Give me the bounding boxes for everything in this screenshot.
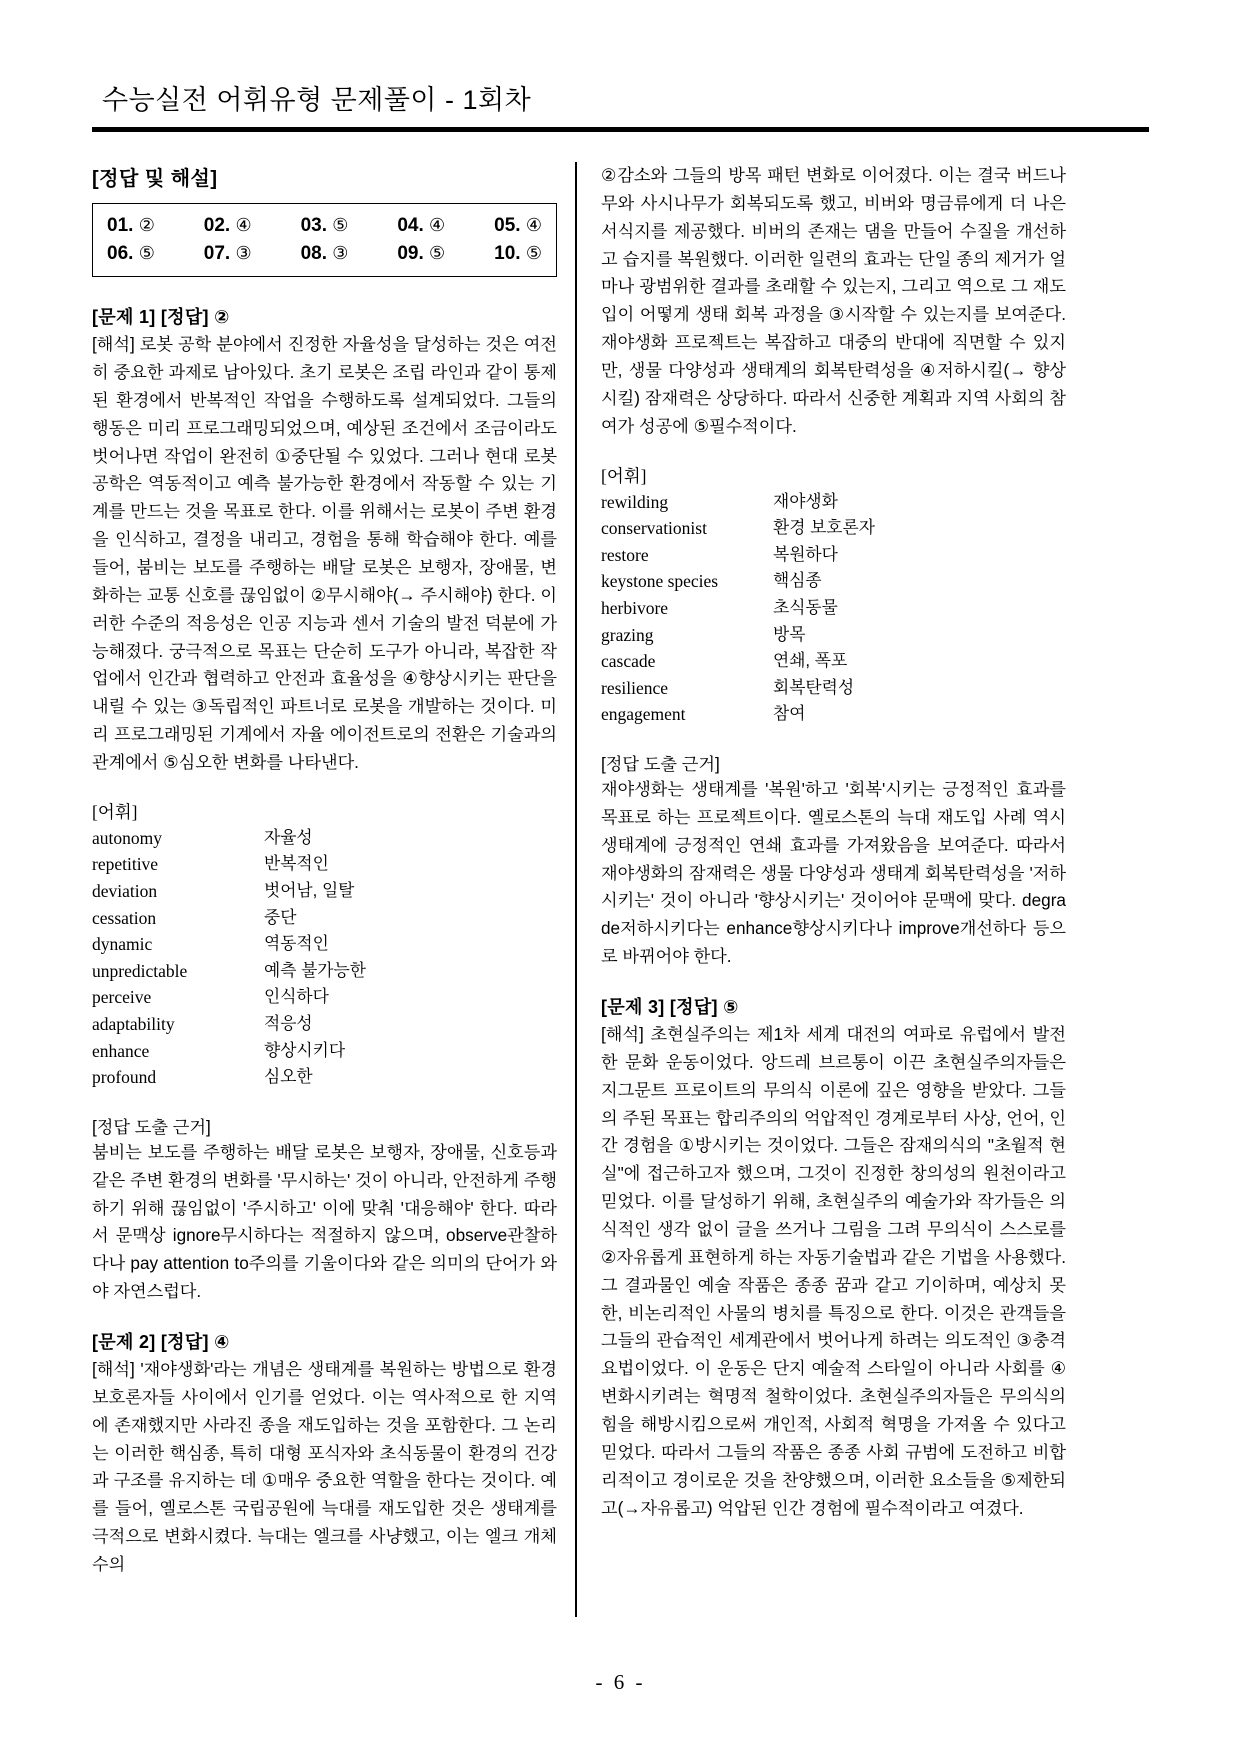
answer-number: 05. xyxy=(494,215,521,236)
vocab-row xyxy=(92,851,557,878)
vocab-term: grazing xyxy=(601,624,654,645)
answer-number: 07. xyxy=(203,242,231,264)
vocab-row xyxy=(601,489,1066,516)
answer-number: 08. xyxy=(300,242,327,264)
answer-choice: ④ xyxy=(429,215,446,236)
question-2-vocab-heading: [어휘] xyxy=(601,465,647,486)
question-3-explanation: [해석] 초현실주의는 제1차 세계 대전의 여파로 유럽에서 발전한 문화 운동이었다. 앙드레 브르통이 이끈 초현실주의자들은 지그문트 프로이트의 무의식 이론에 깊은 영향을 받았다. 그들의 주된 목표는 합리주의의 억압적인 경계로부터 사상, 언어, 인간 경험을 ①방시키는 것이었다. 그들은 잠재의식의 "초월적 현실"에 접근하고자 했으며, 그것이 진정한 창의성의 원천이라고 믿었다. 이를 달성하기 위해, 초현실주의 예술가와 작가들은 의식적인 생각 없이 글을 쓰거나 그림을 그려 무의식이 스스로를 ②자유롭게 표현하게 하는 자동기술법과 같은 기법을 사용했다. 그 결과물인 예술 작품은 종종 꿈과 같고 기이하며, 예상치 못한, 비논리적인 사물의 병치를 특징으로 한다. 이것은 관객들을 그들의 관습적인 세계관에서 벗어나게 하려는 의도적인 ③충격 요법이었다. 이 운동은 단지 예술적 스타일이 아니라 사회를 ④변화시키려는 혁명적 철학이었다. 초현실주의자들은 무의식의 힘을 해방시킴으로써 개인적, 사회적 혁명을 가져올 수 있다고 믿었다. 따라서 그들의 작품은 종종 사회 규범에 도전하고 비합리적이고 경이로운 것을 찬양했으며, 이러한 요소들을 ⑤제한되고(→자유롭고) 억압된 인간 경험에 필수적이라고 여겼다. xyxy=(601,1023,1066,1518)
answer-choice: ④ xyxy=(235,215,252,236)
answer-item xyxy=(494,240,542,268)
vocab-term: rewilding xyxy=(601,491,669,512)
vocab-meaning: 향상시키다 xyxy=(264,1040,346,1060)
vocab-meaning: 재야생화 xyxy=(773,491,838,511)
vocab-row xyxy=(601,515,1066,542)
vocab-row xyxy=(601,701,1066,728)
vocab-row xyxy=(92,1064,557,1091)
vocab-row xyxy=(601,542,1066,569)
left-column xyxy=(92,162,575,1617)
page-title: 수능실전 어휘유형 문제풀이 - 1회차 xyxy=(102,85,532,115)
vocab-term: conservationist xyxy=(601,518,707,539)
answer-item xyxy=(397,240,445,268)
answer-choice: ⑤ xyxy=(525,242,542,264)
title-divider xyxy=(92,127,1149,132)
vocab-term: resilience xyxy=(601,677,669,698)
answer-item xyxy=(107,212,155,240)
vocab-row xyxy=(601,595,1066,622)
vocab-row xyxy=(92,878,557,905)
vocab-term: perceive xyxy=(92,987,152,1008)
vocab-row xyxy=(92,905,557,932)
vocab-meaning: 중단 xyxy=(264,907,297,927)
vocab-row xyxy=(92,931,557,958)
answer-number: 02. xyxy=(203,215,231,236)
vocab-term: restore xyxy=(601,544,649,565)
answer-choice: ② xyxy=(138,215,155,236)
vocab-row xyxy=(601,648,1066,675)
vocab-meaning: 심오한 xyxy=(264,1067,313,1087)
answer-row-1 xyxy=(107,212,542,240)
vocab-meaning: 연쇄, 폭포 xyxy=(773,651,848,671)
vocab-meaning: 회복탄력성 xyxy=(773,677,855,697)
vocab-row xyxy=(92,958,557,985)
vocab-meaning: 방목 xyxy=(773,624,806,644)
vocab-meaning: 참여 xyxy=(773,704,806,724)
answer-choice: ⑤ xyxy=(138,242,155,264)
answer-row-2 xyxy=(107,240,542,268)
vocab-row xyxy=(92,1038,557,1065)
answer-choice: ③ xyxy=(235,242,252,264)
vocab-term: profound xyxy=(92,1067,157,1088)
vocab-meaning: 환경 보호론자 xyxy=(773,518,875,538)
question-1-source-heading: [정답 도출 근거] xyxy=(92,1116,211,1137)
vocab-term: autonomy xyxy=(92,827,162,848)
question-2-source-text: 재야생화는 생태계를 '복원'하고 '회복'시키는 긍정적인 효과를 목표로 하는 프로젝트이다. 옐로스톤의 늑대 재도입 사례 역시 생태계에 긍정적인 연쇄 효과를 가져왔음을 보여준다. 따라서 재야생화의 잠재력은 생물 다양성과 생태계 회복탄력성을 '저하시키는' 것이 아니라 '향상시키는' 것이어야 문맥에 맞다. degrade저하시키다는 enhance향상시키다나 improve개선하다 등으로 바뀌어야 한다. xyxy=(601,778,1066,967)
question-1-vocab-heading: [어휘] xyxy=(92,801,138,822)
answer-item xyxy=(107,240,155,268)
answer-number: 06. xyxy=(107,242,134,264)
right-column xyxy=(601,162,1066,1617)
question-2-heading: [문제 2] [정답] ④ xyxy=(92,1331,230,1352)
vocab-term: cascade xyxy=(601,651,656,672)
answer-item xyxy=(204,212,252,240)
vocab-row xyxy=(92,984,557,1011)
page-footer: - 6 - xyxy=(595,1670,646,1694)
answer-choice: ⑤ xyxy=(332,215,349,236)
question-2-vocab-table xyxy=(601,489,1066,728)
answer-choice: ④ xyxy=(525,215,542,236)
vocab-row xyxy=(92,825,557,852)
vocab-meaning: 역동적인 xyxy=(264,934,329,954)
vocab-row xyxy=(601,622,1066,649)
vocab-term: unpredictable xyxy=(92,960,188,981)
vocab-term: dynamic xyxy=(92,934,153,955)
vocab-term: deviation xyxy=(92,881,158,902)
answer-choice: ⑤ xyxy=(429,242,446,264)
question-1-vocab-table xyxy=(92,825,557,1091)
question-1-explanation: [해석] 로봇 공학 분야에서 진정한 자율성을 달성하는 것은 여전히 중요한 과제로 남아있다. 초기 로봇은 조립 라인과 같이 통제된 환경에서 반복적인 작업을 수행하도록 설계되었다. 그들의 행동은 미리 프로그래밍되었으며, 예상된 조건에서 조금이라도 벗어나면 작업이 완전히 ①중단될 수 있었다. 그러나 현대 로봇 공학은 역동적이고 예측 불가능한 환경에서 작동할 수 있는 기계를 만드는 것을 목표로 한다. 이를 위해서는 로봇이 주변 환경을 인식하고, 결정을 내리고, 경험을 통해 학습해야 한다. 예를 들어, 붐비는 보도를 주행하는 배달 로봇은 보행자, 장애물, 변화하는 교통 신호를 끊임없이 ②무시해야(→ 주시해야) 한다. 이러한 수준의 적응성은 인공 지능과 센서 기술의 발전 덕분에 가능해졌다. 궁극적으로 목표는 단순히 도구가 아니라, 복잡한 작업에서 인간과 협력하고 안전과 효율성을 ④향상시키는 판단을 내릴 수 있는 ③독립적인 파트너로 로봇을 개발하는 것이다. 미리 프로그래밍된 기계에서 자율 에이전트로의 전환은 기술과의 관계에서 ⑤심오한 변화를 나타낸다. xyxy=(92,334,557,772)
answer-item xyxy=(397,212,445,240)
answer-key-heading: [정답 및 해설] xyxy=(92,168,218,190)
vocab-meaning: 적응성 xyxy=(264,1014,313,1033)
answer-item xyxy=(204,240,252,268)
answer-number: 01. xyxy=(107,215,134,236)
vocab-row xyxy=(92,1011,557,1038)
vocab-term: engagement xyxy=(601,704,686,725)
vocab-meaning: 반복적인 xyxy=(264,854,329,874)
question-1-heading: [문제 1] [정답] ② xyxy=(92,307,230,328)
answer-key-box xyxy=(92,203,557,277)
two-column-body xyxy=(92,162,1149,1617)
answer-number: 04. xyxy=(397,215,424,236)
answer-number: 09. xyxy=(397,242,424,264)
column-divider xyxy=(575,162,577,1617)
question-2-explanation-part2: ②감소와 그들의 방목 패턴 변화로 이어졌다. 이는 결국 버드나무와 사시나무가 회복되도록 했고, 비버와 명금류에게 더 나은 서식지를 제공했다. 비버의 존재는 댐을 만들어 수질을 개선하고 습지를 복원했다. 이러한 일련의 효과는 단일 종의 제거가 얼마나 광범위한 결과를 초래할 수 있는지, 그리고 역으로 그 재도입이 어떻게 생태 회복 과정을 ③시작할 수 있는지를 보여준다. 재야생화 프로젝트는 복잡하고 대중의 반대에 직면할 수 있지만, 생물 다양성과 생태계의 회복탄력성을 ④저하시킬(→ 향상시킬) 잠재력은 상당하다. 따라서 신중한 계획과 지역 사회의 참여가 성공에 ⑤필수적이다. xyxy=(601,165,1066,436)
vocab-meaning: 벗어남, 일탈 xyxy=(264,881,355,901)
answer-number: 10. xyxy=(494,242,521,264)
vocab-term: cessation xyxy=(92,907,157,928)
vocab-row xyxy=(601,568,1066,595)
question-3-heading: [문제 3] [정답] ⑤ xyxy=(601,996,739,1017)
answer-item xyxy=(494,212,542,240)
vocab-meaning: 핵심종 xyxy=(773,571,822,591)
question-2-explanation-part1: [해석] '재야생화'라는 개념은 생태계를 복원하는 방법으로 환경 보호론자들 사이에서 인기를 얻었다. 이는 역사적으로 한 지역에 존재했지만 사라진 종을 재도입하는 것을 포함한다. 그 논리는 이러한 핵심종, 특히 대형 포식자와 초식동물이 환경의 건강과 구조를 유지하는 데 ①매우 중요한 역할을 한다는 것이다. 예를 들어, 옐로스톤 국립공원에 늑대를 재도입한 것은 생태계를 극적으로 변화시켰다. 늑대는 엘크를 사냥했고, 이는 엘크 개체 수의 xyxy=(92,1358,557,1574)
answer-item xyxy=(301,212,349,240)
vocab-meaning: 인식하다 xyxy=(264,987,329,1007)
vocab-meaning: 복원하다 xyxy=(773,544,838,564)
answer-number: 03. xyxy=(300,215,327,236)
vocab-term: herbivore xyxy=(601,597,669,618)
question-2-source-heading: [정답 도출 근거] xyxy=(601,753,720,774)
vocab-meaning: 자율성 xyxy=(264,827,313,847)
vocab-term: adaptability xyxy=(92,1014,175,1034)
vocab-row xyxy=(601,675,1066,702)
vocab-term: enhance xyxy=(92,1040,150,1061)
vocab-term: keystone species xyxy=(601,571,719,592)
answer-item xyxy=(301,240,349,268)
vocab-meaning: 초식동물 xyxy=(773,597,838,617)
vocab-term: repetitive xyxy=(92,854,159,875)
vocab-meaning: 예측 불가능한 xyxy=(264,960,366,980)
question-1-source-text: 붐비는 보도를 주행하는 배달 로봇은 보행자, 장애물, 신호등과 같은 주변 환경의 변화를 '무시하는' 것이 아니라, 안전하게 주행하기 위해 끊임없이 '주시하고' 이에 맞춰 '대응해야' 한다. 따라서 문맥상 ignore무시하다는 적절하지 않으며, observe관찰하다나 pay attention to주의를 기울이다와 같은 의미의 단어가 와야 자연스럽다. xyxy=(92,1141,557,1302)
answer-choice: ③ xyxy=(332,242,349,264)
